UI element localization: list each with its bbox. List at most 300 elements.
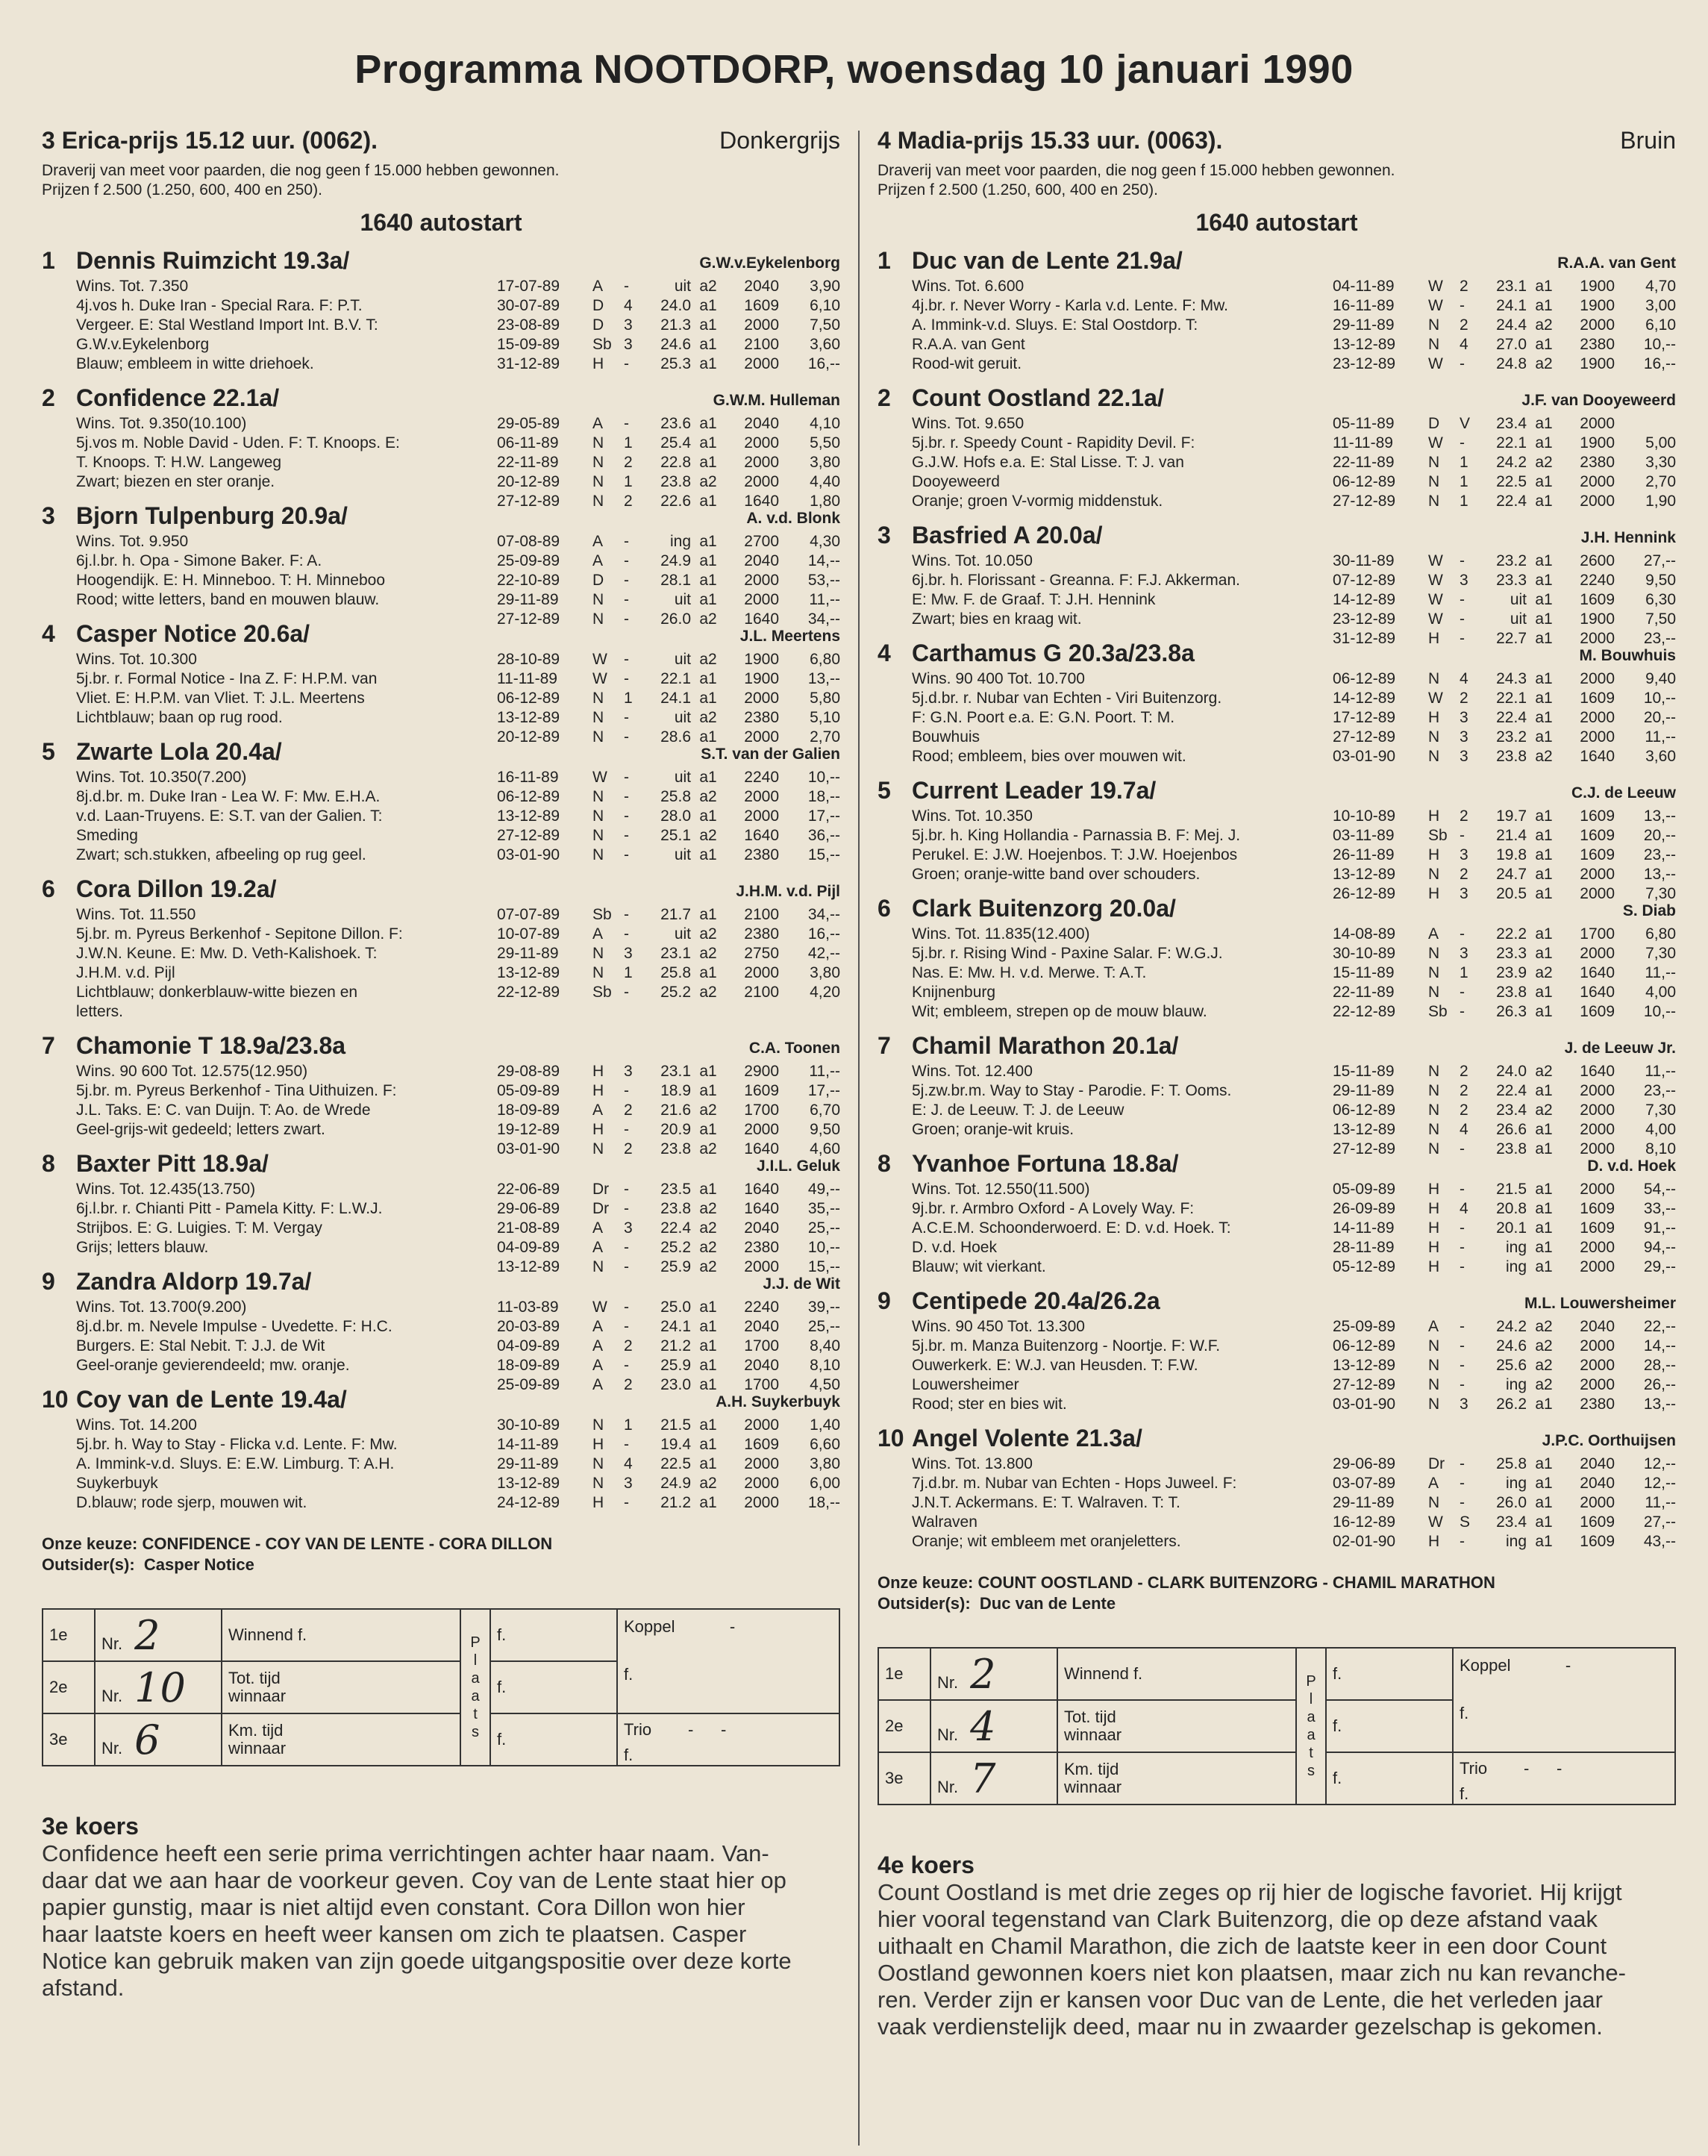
- performance-cell: 23.4: [1496, 415, 1527, 432]
- horse-info-line: Wins. Tot. 6.600: [912, 278, 1025, 295]
- performance-cell: a1: [1535, 1475, 1553, 1492]
- performance-cell: 2000: [744, 473, 779, 490]
- performance-cell: 22,--: [1643, 1318, 1676, 1335]
- horse-info-line: Strijbos. E: G. Luigies. T: M. Vergay: [76, 1219, 322, 1237]
- horse-info-line: Rood; ster en bies wit.: [912, 1396, 1067, 1413]
- horse-name-text: Bjorn Tulpenburg 20.9a/: [76, 502, 348, 529]
- performance-cell: 23.8: [1496, 748, 1527, 765]
- performance-cell: 23.3: [1496, 572, 1527, 589]
- performance-cell: 1609: [1580, 827, 1615, 844]
- horse-entry: [42, 1032, 840, 1157]
- performance-cell: 28,--: [1643, 1357, 1676, 1374]
- performance-row: [1333, 963, 1676, 983]
- performance-cell: 2000: [1580, 885, 1615, 902]
- performance-row: [1333, 434, 1676, 453]
- performance-cell: 2700: [744, 533, 779, 550]
- performance-cell: 3: [1460, 945, 1468, 962]
- horse-header: [42, 1032, 840, 1062]
- horse-info-line: Groen; oranje-wit kruis.: [912, 1121, 1074, 1138]
- performance-row: [497, 1101, 840, 1120]
- horse-info-line: 6j.l.br. r. Chianti Pitt - Pamela Kitty. F: L.W.J.: [76, 1200, 383, 1217]
- performance-row: [1333, 944, 1676, 963]
- horse-info-line: Vliet. E: H.P.M. van Vliet. T: J.L. Meertens: [76, 690, 365, 707]
- horse-entry: [42, 1386, 840, 1513]
- horse-info-line: Suykerbuyk: [76, 1475, 158, 1492]
- horse-name-text: Cora Dillon 19.2a/: [76, 875, 277, 902]
- performance-cell: 2000: [1580, 415, 1615, 432]
- performance-cell: a1: [699, 415, 717, 432]
- page-title: Programma NOOTDORP, woensdag 10 januari 1990: [354, 47, 1354, 92]
- performance-row: [497, 708, 840, 728]
- performance-cell: 1609: [1580, 846, 1615, 863]
- result-number-cell: [95, 1661, 222, 1713]
- performance-cell: 16,--: [1643, 355, 1676, 372]
- performance-cell: 13-12-89: [497, 807, 560, 825]
- performance-cell: -: [624, 610, 629, 628]
- performance-cell: 2000: [744, 316, 779, 334]
- performance-cell: 2000: [1580, 493, 1615, 510]
- performance-cell: A: [592, 1337, 604, 1354]
- performance-list: [1333, 1180, 1676, 1277]
- plaats-amount: f.: [490, 1609, 617, 1661]
- race-distance: 1640 autostart: [360, 209, 522, 236]
- horse-info-line: E: J. de Leeuw. T: J. de Leeuw: [912, 1102, 1124, 1119]
- performance-cell: 2: [624, 1102, 633, 1119]
- performance-cell: 04-09-89: [497, 1239, 560, 1256]
- race-title: 4 Madia-prijs 15.33 uur. (0063).: [878, 127, 1223, 154]
- performance-cell: 4,60: [810, 1140, 840, 1157]
- performance-cell: 15,--: [807, 1258, 840, 1275]
- performance-cell: 5,50: [810, 434, 840, 451]
- horse-body: [42, 1416, 840, 1513]
- performance-cell: 28-10-89: [497, 651, 560, 668]
- result-row: [878, 1648, 1675, 1700]
- performance-row: [1333, 1532, 1676, 1552]
- horse-info: [42, 1298, 430, 1375]
- performance-cell: 05-09-89: [1333, 1181, 1396, 1198]
- trio-amount: f.: [624, 1746, 634, 1764]
- performance-cell: a1: [1535, 415, 1553, 432]
- horse-name-text: Count Oostland 22.1a/: [912, 384, 1164, 411]
- performance-cell: a1: [1535, 945, 1553, 962]
- performance-cell: a1: [699, 807, 717, 825]
- performance-row: [497, 316, 840, 335]
- performance-cell: 23,--: [1643, 846, 1676, 863]
- performance-cell: 4: [1460, 336, 1468, 353]
- performance-row: [497, 1062, 840, 1081]
- performance-cell: 16-11-89: [1333, 297, 1395, 314]
- performance-cell: 25-09-89: [497, 552, 560, 569]
- performance-cell: a1: [1535, 572, 1553, 589]
- performance-cell: 1640: [744, 1200, 779, 1217]
- our-choice-text: Onze keuze: CONFIDENCE - COY VAN DE LENTE - CORA DILLON: [42, 1534, 553, 1553]
- performance-cell: a1: [699, 336, 717, 353]
- performance-list: [497, 768, 840, 865]
- performance-row: [497, 1317, 840, 1337]
- horse-info: [878, 807, 1266, 884]
- horse-info: [878, 1317, 1266, 1414]
- performance-row: [497, 768, 840, 787]
- horse-info-line: Wins. Tot. 10.300: [76, 651, 197, 668]
- performance-cell: a1: [699, 572, 717, 589]
- performance-cell: 33,--: [1643, 1200, 1676, 1217]
- koppel-label: [1460, 1656, 1668, 1675]
- performance-cell: N: [592, 591, 604, 608]
- performance-cell: W: [1428, 552, 1443, 569]
- performance-cell: -: [1460, 1357, 1465, 1374]
- performance-cell: 2: [1460, 690, 1468, 707]
- performance-cell: ing: [1505, 1239, 1527, 1256]
- performance-cell: N: [592, 1258, 604, 1275]
- performance-cell: 03-01-90: [1333, 748, 1396, 765]
- horse-name: [878, 1287, 1160, 1315]
- performance-cell: 18.9: [660, 1082, 691, 1099]
- performance-row: [1333, 1474, 1676, 1493]
- performance-cell: 2: [624, 454, 633, 471]
- performance-cell: -: [624, 278, 629, 295]
- performance-cell: a1: [1535, 670, 1553, 687]
- performance-cell: 23.8: [660, 473, 691, 490]
- performance-cell: 24.7: [1496, 866, 1527, 883]
- performance-cell: a1: [699, 552, 717, 569]
- plaats-letter: a: [471, 1688, 480, 1705]
- performance-cell: -: [624, 1258, 629, 1275]
- performance-row: [497, 414, 840, 434]
- performance-cell: N: [1428, 316, 1440, 334]
- performance-cell: a1: [1535, 1140, 1553, 1157]
- performance-cell: 19.8: [1496, 846, 1527, 863]
- horse-entry: [878, 640, 1676, 766]
- performance-cell: -: [624, 1318, 629, 1335]
- horse-number: 8: [42, 1150, 55, 1177]
- performance-cell: 49,--: [807, 1181, 840, 1198]
- performance-cell: A: [592, 1102, 604, 1119]
- performance-cell: 2000: [1580, 1239, 1615, 1256]
- performance-cell: N: [1428, 866, 1440, 883]
- horse-info-line: Perukel. E: J.W. Hoejenbos. T: J.W. Hoejenbos: [912, 846, 1238, 863]
- performance-cell: 2380: [1580, 454, 1615, 471]
- performance-cell: 4: [1460, 1200, 1468, 1217]
- horse-name: [878, 1032, 1178, 1060]
- performance-cell: N: [592, 610, 604, 628]
- nr-label: Nr.: [937, 1777, 959, 1796]
- horse-info-line: Burgers. E: Stal Nebit. T: J.J. de Wit: [76, 1337, 325, 1354]
- performance-row: [1333, 472, 1676, 492]
- plaats-amount: f.: [1326, 1700, 1453, 1752]
- performance-cell: a1: [699, 1494, 717, 1511]
- performance-cell: 25.9: [660, 1357, 691, 1374]
- performance-cell: -: [624, 355, 629, 372]
- performance-cell: a2: [699, 473, 717, 490]
- performance-cell: 1609: [1580, 591, 1615, 608]
- performance-cell: a1: [699, 1416, 717, 1434]
- horse-info: [878, 1454, 1266, 1552]
- performance-cell: 2240: [744, 769, 779, 786]
- performance-cell: H: [1428, 885, 1440, 902]
- performance-cell: 28.1: [660, 572, 691, 589]
- horse-body: [878, 807, 1676, 902]
- horse-body: [878, 1317, 1676, 1414]
- horse-info-line: Wins. Tot. 11.835(12.400): [912, 925, 1090, 943]
- result-label: [1057, 1648, 1296, 1700]
- performance-row: [1333, 1238, 1676, 1257]
- performance-cell: 27-12-89: [497, 493, 560, 510]
- performance-cell: -: [1460, 1376, 1465, 1393]
- performance-cell: 24.0: [1496, 1063, 1527, 1080]
- performance-cell: -: [624, 1357, 629, 1374]
- performance-cell: 05-11-89: [1333, 415, 1395, 432]
- performance-cell: 27,--: [1643, 552, 1676, 569]
- performance-cell: -: [1460, 925, 1465, 943]
- performance-cell: 15-11-89: [1333, 1063, 1395, 1080]
- horse-info: [878, 552, 1266, 629]
- our-choice: [878, 1572, 1676, 1614]
- performance-cell: Dr: [592, 1181, 610, 1198]
- performance-cell: 16-12-89: [1333, 1513, 1396, 1531]
- horse-trainer: S. Diab: [1622, 902, 1676, 919]
- performance-cell: H: [592, 1063, 604, 1080]
- performance-row: [1333, 1219, 1676, 1238]
- performance-cell: 1640: [744, 1181, 779, 1198]
- commentary-line: daar dat we aan haar de voorkeur geven. Coy van de Lente staat hier op: [42, 1867, 786, 1893]
- performance-cell: 1: [1460, 964, 1468, 981]
- performance-cell: 29,--: [1643, 1258, 1676, 1275]
- performance-cell: 2: [624, 1337, 633, 1354]
- performance-cell: 1,90: [1645, 493, 1676, 510]
- horse-info-line: Wins. Tot. 11.550: [76, 906, 196, 923]
- performance-cell: 15,--: [807, 846, 840, 863]
- performance-cell: 6,30: [1645, 591, 1676, 608]
- outsider-label: Outsider(s):: [42, 1555, 135, 1574]
- horse-number: 8: [878, 1150, 891, 1177]
- horse-info-line: Wins. 90 450 Tot. 13.300: [912, 1318, 1085, 1335]
- performance-cell: -: [1460, 827, 1465, 844]
- horse-trainer: J.I.L. Geluk: [756, 1157, 840, 1175]
- performance-cell: 13,--: [1643, 807, 1676, 825]
- performance-cell: a2: [1535, 1063, 1553, 1080]
- performance-cell: 6,00: [810, 1475, 840, 1492]
- performance-cell: 24.1: [1496, 297, 1527, 314]
- performance-cell: 22-11-89: [1333, 984, 1395, 1001]
- horse-name: [42, 1386, 347, 1413]
- handwritten-number: 7: [970, 1755, 996, 1802]
- performance-row: [1333, 1257, 1676, 1277]
- performance-cell: 10-10-89: [1333, 807, 1396, 825]
- horse-body: [42, 1062, 840, 1157]
- performance-cell: A: [1428, 1318, 1439, 1335]
- performance-cell: 30-07-89: [497, 297, 560, 314]
- performance-cell: a1: [699, 670, 717, 687]
- horse-entry: [42, 247, 840, 374]
- performance-cell: H: [592, 1494, 604, 1511]
- performance-cell: -: [624, 1494, 629, 1511]
- performance-cell: 26-11-89: [1333, 846, 1395, 863]
- performance-cell: 2040: [744, 1318, 779, 1335]
- horse-trainer: C.J. de Leeuw: [1571, 784, 1676, 802]
- horse-info-line: Wins. Tot. 10.050: [912, 552, 1033, 569]
- horse-trainer: J.J. de Wit: [763, 1275, 840, 1293]
- performance-row: [497, 1180, 840, 1199]
- result-label: [222, 1661, 460, 1713]
- performance-cell: a1: [699, 690, 717, 707]
- km-tijd-label-2: winnaar: [1064, 1778, 1122, 1796]
- trio-dash: -: [1557, 1759, 1562, 1778]
- performance-cell: 2380: [744, 846, 779, 863]
- result-row: [43, 1609, 839, 1661]
- performance-cell: 22.1: [1496, 434, 1527, 451]
- performance-row: [497, 963, 840, 983]
- horse-entry: [878, 1287, 1676, 1414]
- performance-cell: 8,40: [810, 1337, 840, 1354]
- performance-cell: A: [592, 1219, 604, 1237]
- performance-row: [1333, 1317, 1676, 1337]
- performance-cell: 13-12-89: [1333, 866, 1396, 883]
- koppel-amount: f.: [1460, 1704, 1469, 1722]
- performance-cell: 29-06-89: [1333, 1455, 1396, 1472]
- performance-cell: uit: [674, 591, 691, 608]
- horse-header: [42, 1268, 840, 1298]
- plaats-letter: t: [473, 1706, 478, 1722]
- horse-trainer: J.H.M. v.d. Pijl: [736, 883, 840, 900]
- performance-cell: 1: [624, 690, 633, 707]
- result-label: [1057, 1752, 1296, 1805]
- performance-cell: ing: [669, 533, 691, 550]
- performance-row: [497, 1356, 840, 1375]
- trio-amount: f.: [1460, 1784, 1469, 1803]
- performance-cell: 13-12-89: [1333, 336, 1396, 353]
- horse-header: [42, 384, 840, 414]
- horse-name-text: Angel Volente 21.3a/: [912, 1425, 1142, 1452]
- performance-cell: 34,--: [807, 610, 840, 628]
- horse-info-line: Wins. Tot. 13.800: [912, 1455, 1033, 1472]
- horse-trainer: J. de Leeuw Jr.: [1564, 1040, 1676, 1057]
- horse-info-line: 5j.br. r. Speedy Count - Rapidity Devil. F:: [912, 434, 1195, 451]
- performance-cell: 25.0: [660, 1299, 691, 1316]
- horse-entry: [878, 522, 1676, 647]
- performance-cell: N: [592, 728, 604, 746]
- performance-cell: 1900: [1580, 297, 1615, 314]
- performance-cell: 2380: [744, 709, 779, 726]
- performance-cell: 1640: [1580, 748, 1615, 765]
- performance-row: [1333, 1454, 1676, 1474]
- performance-row: [497, 1337, 840, 1356]
- performance-cell: N: [1428, 1376, 1440, 1393]
- nr-label: Nr.: [101, 1738, 123, 1757]
- horse-info-line: G.J.W. Hofs e.a. E: Stal Lisse. T: J. van: [912, 454, 1184, 471]
- performance-cell: a1: [699, 1063, 717, 1080]
- horse-body: [878, 552, 1676, 647]
- performance-cell: -: [624, 709, 629, 726]
- horse-info-line: 5j.br. h. Way to Stay - Flicka v.d. Lente. F: Mw.: [76, 1436, 398, 1453]
- horse-info-line: Lichtblauw; baan op rug rood.: [76, 709, 283, 726]
- horse-header: [878, 1287, 1676, 1317]
- performance-cell: 1: [624, 473, 633, 490]
- horse-info-line: Wins. 90 400 Tot. 10.700: [912, 670, 1085, 687]
- performance-cell: a1: [699, 1337, 717, 1354]
- performance-cell: a1: [1535, 1200, 1553, 1217]
- performance-cell: 2000: [1580, 1376, 1615, 1393]
- performance-cell: 2000: [1580, 1357, 1615, 1374]
- performance-cell: 23,--: [1643, 1082, 1676, 1099]
- performance-cell: 4,70: [1645, 278, 1676, 295]
- performance-cell: 25.6: [1496, 1357, 1527, 1374]
- horse-name-text: Confidence 22.1a/: [76, 384, 280, 411]
- performance-cell: Sb: [592, 336, 612, 353]
- performance-cell: a1: [1535, 1003, 1553, 1020]
- performance-cell: 3: [1460, 846, 1468, 863]
- horse-info-line: Rood; embleem, bies over mouwen wit.: [912, 748, 1186, 765]
- our-choice-text: Onze keuze: COUNT OOSTLAND - CLARK BUITENZORG - CHAMIL MARATHON: [878, 1573, 1495, 1592]
- performance-cell: 2000: [1580, 630, 1615, 647]
- performance-cell: 22.2: [1496, 925, 1527, 943]
- plaats-letter: a: [1307, 1709, 1316, 1725]
- performance-cell: 19.7: [1496, 807, 1527, 825]
- performance-cell: 20,--: [1643, 709, 1676, 726]
- performance-cell: -: [624, 1121, 629, 1138]
- performance-cell: a1: [699, 1181, 717, 1198]
- plaats-letter: a: [471, 1670, 480, 1687]
- performance-cell: 1900: [744, 670, 779, 687]
- performance-row: [497, 1120, 840, 1140]
- performance-cell: 11,--: [1645, 1494, 1676, 1511]
- performance-cell: 22-11-89: [1333, 454, 1395, 471]
- performance-cell: H: [1428, 1533, 1440, 1550]
- commentary-title: 3e koers: [42, 1813, 139, 1840]
- horse-info-line: Oranje; groen V-vormig middenstuk.: [912, 493, 1163, 510]
- performance-cell: -: [1460, 1219, 1465, 1237]
- performance-cell: 1609: [1580, 1513, 1615, 1531]
- horse-trainer: J.P.C. Oorthuijsen: [1542, 1432, 1676, 1449]
- performance-cell: 11-03-89: [497, 1299, 559, 1316]
- horse-info-line: 5j.br. r. Rising Wind - Paxine Salar. F: W.G.J.: [912, 945, 1223, 962]
- performance-cell: 9,50: [1645, 572, 1676, 589]
- horse-number: 4: [42, 620, 55, 647]
- horse-header: [878, 1032, 1676, 1062]
- performance-cell: -: [624, 925, 629, 943]
- performance-cell: 20.1: [1496, 1219, 1527, 1237]
- performance-cell: 2: [624, 1376, 633, 1393]
- performance-cell: 29-05-89: [497, 415, 560, 432]
- performance-cell: 2000: [744, 964, 779, 981]
- performance-cell: 21.5: [1496, 1181, 1527, 1198]
- performance-cell: 4,00: [1645, 1121, 1676, 1138]
- performance-cell: 02-01-90: [1333, 1533, 1396, 1550]
- trio-text: Trio: [624, 1720, 652, 1739]
- horse-info-line: Oranje; wit embleem met oranjeletters.: [912, 1533, 1181, 1550]
- horse-info: [42, 905, 430, 1022]
- nr-label: Nr.: [937, 1725, 959, 1744]
- performance-cell: 34,--: [807, 906, 840, 923]
- horse-header: [878, 895, 1676, 925]
- horse-info-line: A. Immink-v.d. Sluys. E: E.W. Limburg. T: A.H.: [76, 1455, 395, 1472]
- performance-cell: a1: [699, 1082, 717, 1099]
- horse-body: [878, 1180, 1676, 1277]
- winnend-label: Winnend f.: [1064, 1664, 1143, 1683]
- commentary-text: [878, 1879, 1676, 2040]
- performance-cell: 31-12-89: [1333, 630, 1396, 647]
- handwritten-number: 2: [134, 1611, 160, 1659]
- horse-info: [878, 1180, 1266, 1277]
- performance-cell: 1640: [1580, 964, 1615, 981]
- performance-cell: 22.8: [660, 454, 691, 471]
- performance-cell: 13-12-89: [497, 964, 560, 981]
- performance-row: [497, 1474, 840, 1493]
- performance-cell: 10,--: [1643, 336, 1676, 353]
- performance-cell: -: [1460, 1494, 1465, 1511]
- performance-cell: 2000: [744, 1494, 779, 1511]
- performance-cell: 13-12-89: [1333, 1357, 1396, 1374]
- horse-info-line: Blauw; embleem in witte driehoek.: [76, 355, 314, 372]
